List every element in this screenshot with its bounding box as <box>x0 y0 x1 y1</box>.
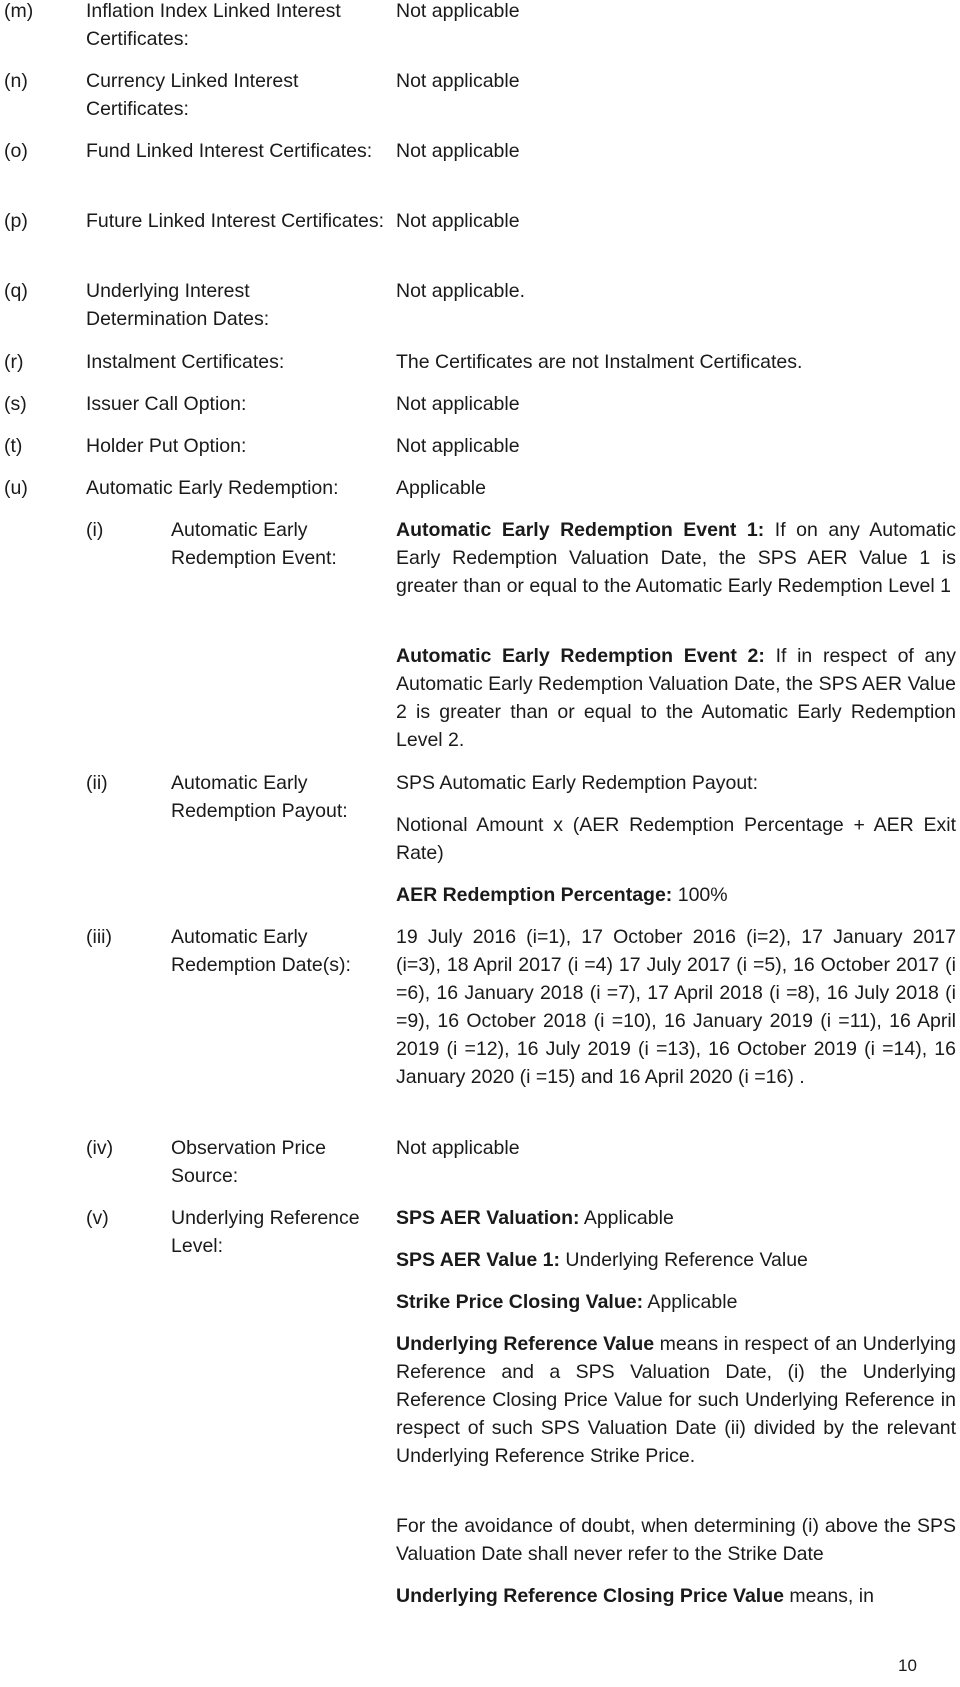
item-value: The Certificates are not Instalment Certificates. <box>396 351 803 373</box>
subitem-label: (v) <box>86 1207 109 1229</box>
observation-source-value: Not applicable <box>396 1137 520 1159</box>
aer-event-1-text: If on any Automatic Early Redemption Valuation Date, the SPS AER Value 1 is greater than or equal to the Automatic Early Redemption Level 1 <box>396 519 956 597</box>
item-title: Underlying Interest Determination Dates: <box>86 280 270 330</box>
avoidance-of-doubt: For the avoidance of doubt, when determining (i) above the SPS Valuation Date shall never refer to the Strike Date <box>396 1515 956 1565</box>
aer-event-1-term: Automatic Early Redemption Event 1: <box>396 519 765 541</box>
item-title: Currency Linked Interest Certificates: <box>86 70 299 120</box>
item-label: (o) <box>4 140 28 162</box>
subitem-title: Underlying Reference Level: <box>171 1207 360 1257</box>
item-label: (m) <box>4 0 34 22</box>
item-label: (q) <box>4 280 28 302</box>
sps-aer-value-1-value: Underlying Reference Value <box>560 1249 808 1271</box>
strike-price-term: Strike Price Closing Value: <box>396 1291 644 1313</box>
aer-event-2-term: Automatic Early Redemption Event 2: <box>396 645 765 667</box>
subitem-label: (i) <box>86 519 104 541</box>
aer-event-2 <box>396 642 956 754</box>
sps-aer-valuation-value: Applicable <box>579 1207 674 1229</box>
underlying-reference-value-definition <box>396 1330 956 1470</box>
subitem-label: (iv) <box>86 1137 114 1159</box>
page-number: 10 <box>898 1656 917 1675</box>
item-title: Automatic Early Redemption: <box>86 477 339 499</box>
strike-price-value: Applicable <box>643 1291 738 1313</box>
aer-percentage-term: AER Redemption Percentage: <box>396 884 673 906</box>
item-value: Not applicable <box>396 70 520 92</box>
urv-text: means in respect of an Underlying Reference and a SPS Valuation Date, (i) the Underlying Reference Closing Price Value for such Underlying Reference in respect of such SPS Valuation Date (ii) divided by the relevant Underlying Reference Strike Price. <box>396 1333 957 1467</box>
aer-redemption-percentage <box>396 881 956 909</box>
subitem-label: (iii) <box>86 926 112 948</box>
subitem-title: Automatic Early Redemption Date(s): <box>171 926 351 976</box>
aer-percentage-value: 100% <box>672 884 728 906</box>
item-label: (s) <box>4 393 27 415</box>
item-label: (u) <box>4 477 28 499</box>
aer-event-1 <box>396 516 956 600</box>
item-value: Not applicable <box>396 393 520 415</box>
item-title: Instalment Certificates: <box>86 351 285 373</box>
item-value: Not applicable <box>396 210 520 232</box>
item-value: Not applicable. <box>396 280 525 302</box>
item-title: Future Linked Interest Certificates: <box>86 210 385 232</box>
subitem-label: (ii) <box>86 772 108 794</box>
sps-aer-valuation <box>396 1204 956 1232</box>
item-title: Fund Linked Interest Certificates: <box>86 140 373 162</box>
urcpv-term: Underlying Reference Closing Price Value <box>396 1585 784 1607</box>
item-title: Inflation Index Linked Interest Certificates: <box>86 0 341 50</box>
item-value: Not applicable <box>396 435 520 457</box>
closing-price-value-definition <box>396 1582 956 1610</box>
sps-aer-value-1-term: SPS AER Value 1: <box>396 1249 561 1271</box>
item-value: Not applicable <box>396 0 520 22</box>
aer-payout-formula: Notional Amount x (AER Redemption Percentage + AER Exit Rate) <box>396 814 956 864</box>
sps-aer-valuation-term: SPS AER Valuation: <box>396 1207 580 1229</box>
item-value: Not applicable <box>396 140 520 162</box>
subitem-title: Automatic Early Redemption Event: <box>171 519 337 569</box>
aer-event-2-text: If in respect of any Automatic Early Redemption Valuation Date, the SPS AER Value 2 is greater than or equal to the Automatic Early Redemption Level 2. <box>396 645 956 751</box>
item-label: (p) <box>4 210 28 232</box>
strike-price-closing-value <box>396 1288 956 1316</box>
aer-payout-heading: SPS Automatic Early Redemption Payout: <box>396 772 759 794</box>
item-title: Holder Put Option: <box>86 435 247 457</box>
item-title: Issuer Call Option: <box>86 393 247 415</box>
subitem-title: Observation Price Source: <box>171 1137 326 1187</box>
item-label: (t) <box>4 435 23 457</box>
urcpv-text: means, in <box>783 1585 874 1607</box>
item-label: (n) <box>4 70 28 92</box>
subitem-title: Automatic Early Redemption Payout: <box>171 772 348 822</box>
urv-term: Underlying Reference Value <box>396 1333 655 1355</box>
aer-dates: 19 July 2016 (i=1), 17 October 2016 (i=2), 17 January 2017 (i=3), 18 April 2017 (i =4) 17 July 2017 (i =5), 16 October 2017 (i =6), 16 January 2018 (i =7), 17 April 2018 (i =8), 16 July 2018 (i =9), 16 October 2018 (i =10), 16 January 2019 (i =11), 16 April 2019 (i =12), 16 July 2019 (i =13), 16 October 2019 (i =14), 16 January 2020 (i =15) and 16 April 2020 (i =16) . <box>396 926 956 1088</box>
sps-aer-value-1 <box>396 1246 956 1274</box>
item-value: Applicable <box>396 477 486 499</box>
item-label: (r) <box>4 351 24 373</box>
